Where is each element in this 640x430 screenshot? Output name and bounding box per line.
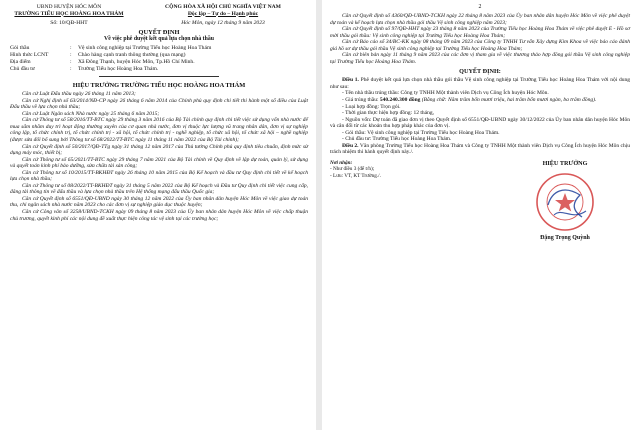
signer-title: HIỆU TRƯỞNG [542, 159, 588, 167]
article-2-text: Văn phòng Trường Tiểu học Hoàng Hoa Thám và Công ty TNHH Một thành viên Dịch vụ Công Ích huyện Hóc Môn chịu trách nhiệm thi hành quyết định này./. [330, 142, 630, 156]
legal-basis-item: Căn cứ Quyết định số 97/QĐ-HHT ngày 23 tháng 8 năm 2023 của Trường Tiểu học Hoàng Hoa Thám về việc phê duyệt E - Hồ sơ mời thầu gói thầu: Vệ sinh công nghiệp tại Trường Tiểu học Hoàng Hoa Thám; [330, 26, 630, 39]
contract-details-list [330, 104, 630, 143]
article-2-label: Điều 2. [342, 142, 359, 149]
nation-name: CỘNG HÒA XÃ HỘI CHỦ NGHĨA VIỆT NAM [165, 4, 281, 10]
page-number: 2 [478, 4, 482, 10]
document-number: Số: 10/QĐ-HHT [50, 20, 88, 27]
legal-basis-item: Căn cứ Quyết định số 4360/QĐ-UBND-TCKH ngày 22 tháng 8 năm 2023 của Ủy ban nhân dân huyện Hóc Môn về việc phê duyệt dự toán và kế hoạch lựa chọn nhà thầu gói thầu Vệ sinh công nghiệp năm 2023; [330, 13, 630, 26]
legal-basis-item: Căn cứ Thông tư số 65/2021/TT-BTC ngày 29 tháng 7 năm 2021 của Bộ Tài chính về Quy định về lập dự toán, quản lý, sử dụng và quyết toán kinh phí bảo dưỡng, sửa chữa tài sản công; [10, 156, 308, 170]
document-subtitle: Về việc phê duyệt kết quả lựa chọn nhà thầu [104, 36, 214, 43]
recipients-title: Nơi nhận: [330, 159, 353, 166]
price-in-words: (Bằng chữ: Năm trăm bốn mươi triệu, hai trăm bốn mươi ngàn, ba trăm đồng). [420, 97, 597, 104]
info-colon: : [70, 52, 72, 59]
info-key: Hình thức LCNT [10, 52, 49, 59]
info-value: Chào hàng cạnh tranh thông thường (qua mạng) [78, 52, 186, 59]
article-1 [330, 77, 630, 90]
tender-info-table [10, 45, 213, 73]
legal-basis-item: Căn cứ Thông tư số 08/2022/TT-BKHĐT ngày 31 tháng 5 năm 2022 của Bộ Kế hoạch và Đầu tư Quy định chi tiết việc cung cấp, đăng tải thông tin về đấu thầu và lựa chọn nhà thầu trên Hệ thống mạng đấu thầu Quốc gia; [10, 182, 308, 196]
article-2 [330, 143, 630, 156]
issuing-authority: HIỆU TRƯỞNG TRƯỜNG TIỂU HỌC HOÀNG HOA THÁM [72, 82, 246, 90]
contract-detail-item: - Chủ đầu tư: Trường Tiểu học Hoàng Hoa Thám. [342, 136, 452, 143]
info-colon: : [70, 59, 72, 66]
legal-basis-item: Căn cứ Thông tư số 58/2016/TT-BTC ngày 29 tháng 3 năm 2016 của Bộ Tài chính quy định chi tiết việc sử dụng vốn nhà nước để mua sắm nhằm duy trì hoạt động thường xuyên của cơ quan nhà nước, đơn vị thuộc lực lượng vũ trang nhân dân, đơn vị sự nghiệp công lập, tổ chức chính trị, tổ chức chính trị - xã hội, tổ chức chính trị - nghề nghiệp, tổ chức xã hội, tổ chức xã hội – nghề nghiệp (được sửa đổi bổ sung bởi Thông tư số 68/2022/TT-BTC ngày 11 tháng 11 năm 2022 của Bộ Tài chính); [10, 117, 308, 144]
price-value: 540.240.300 đồng [379, 97, 421, 104]
info-value: Xã Đông Thạnh, huyện Hóc Môn, Tp.Hồ Chí Minh. [78, 59, 195, 66]
divider [99, 76, 219, 77]
legal-basis-item: Căn cứ Quyết định số 6551/QĐ-UBND ngày 30 tháng 12 năm 2022 của Ủy ban nhân dân huyện Hóc Môn về việc giao dự toán thu, chi ngân sách nhà nước năm 2023 cho các đơn vị sự nghiệp giáo dục thuộc huyện; [10, 195, 308, 209]
price-prefix: - Giá trúng thầu: [342, 97, 380, 104]
legal-basis-list-continued [330, 13, 630, 65]
document-footer [330, 160, 630, 241]
info-colon: : [70, 66, 72, 73]
info-key: Gói thầu [10, 45, 30, 52]
national-motto: Độc lập – Tự do – Hạnh phúc [187, 10, 259, 17]
info-value: Trường Tiểu học Hoàng Hoa Thám. [78, 66, 159, 73]
contract-detail-item: - Loại hợp đồng: Trọn gói. [342, 103, 401, 110]
legal-basis-item: Căn cứ biên bản ngày 11 tháng 9 năm 2023 của các đơn vị tham gia về việc thương thảo hợp đồng gói thầu Vệ sinh công nghiệp tại Trường Tiểu học Hoàng Hoa Thám. [330, 52, 630, 65]
signature-block [500, 160, 630, 241]
info-key: Chủ đầu tư [10, 66, 35, 73]
decision-heading: QUYẾT ĐỊNH: [459, 68, 501, 76]
info-value: Vệ sinh công nghiệp tại Trường Tiểu học Hoàng Hoa Thám [78, 45, 212, 52]
contractor-line: - Tên nhà thầu trúng thầu: Công ty TNHH Một thành viên Dịch vụ Công Ích huyện Hóc Môn. [342, 90, 549, 97]
issuer-block [10, 4, 128, 17]
legal-basis-list [10, 91, 308, 222]
page-header [10, 4, 308, 17]
recipients-block [330, 160, 381, 241]
document-page-2 [322, 0, 640, 430]
article-1-text: Phê duyệt kết quả lựa chọn nhà thầu gói thầu Vệ sinh công nghiệp tại Trường Tiểu học Hoàng Hoa Thám với nội dung như sau: [330, 77, 631, 90]
document-title: QUYẾT ĐỊNH [138, 29, 180, 37]
place-date: Hóc Môn, ngày 12 tháng 9 năm 2023 [181, 20, 265, 27]
legal-basis-item: Căn cứ Luật Ngân sách Nhà nước ngày 25 tháng 6 năm 2015; [22, 110, 160, 117]
recipient-item: - Như điều 3 (để t/h); [330, 166, 375, 173]
issuer-name: TRƯỜNG TIỂU HỌC HOÀNG HOA THÁM [14, 10, 124, 17]
document-page-1 [0, 0, 316, 430]
recipient-item: - Lưu: VT, KT Trường./. [330, 172, 381, 179]
article-1-label: Điều 1. [342, 77, 359, 84]
contract-detail-item: - Gói thầu: Vệ sinh công nghiệp tại Trường Tiểu học Hoàng Hoa Thám. [342, 129, 500, 136]
legal-basis-item: Căn cứ Báo cáo số 34/BC-KK ngày 08 tháng 09 năm 2023 của Công ty TNHH Tư vấn Xây dựng Kim Khoa về việc báo cáo đánh giá hồ sơ dự thầu gói thầu Vệ sinh công nghiệp tại Trường Tiểu học Hoàng Hoa Thám; [330, 39, 630, 52]
legal-basis-item: Căn cứ Công văn số 3258/UBND-TCKH ngày 09 tháng 8 năm 2023 của Ủy ban nhân dân huyện Hóc Môn về việc chấp thuận chủ trương, quyết kinh phí các nội dung đề xuất thực hiện công tác vệ sinh tại các trường học; [10, 209, 308, 222]
signer-name: Đặng Trọng Quỳnh [540, 234, 590, 241]
info-row [10, 66, 213, 73]
legal-basis-item: Căn cứ Quyết định số 50/2017/QĐ-TTg ngày 31 tháng 12 năm 2017 của Thủ tướng Chính phủ quy định tiêu chuẩn, định mức sử dụng máy móc, thiết bị; [10, 143, 308, 157]
issuer-parent: UBND HUYỆN HÓC MÔN [36, 4, 102, 10]
info-key: Địa điểm [10, 59, 31, 66]
national-heading [138, 4, 308, 17]
legal-basis-item: Căn cứ Nghị định số 63/2014/NĐ-CP ngày 26 tháng 6 năm 2014 của Chính phủ quy định chi tiết thi hành một số điều của Luật Đấu thầu về lựa chọn nhà thầu; [10, 97, 308, 111]
number-date-line [10, 20, 308, 26]
legal-basis-item: Căn cứ Thông tư số 10/2015/TT-BKHĐT ngày 26 tháng 10 năm 2015 của Bộ Kế hoạch và đầu tư Quy định chi tiết về kế hoạch lựa chọn nhà thầu; [10, 169, 308, 183]
price-line [330, 97, 630, 104]
official-seal-icon [534, 171, 596, 233]
info-colon: : [70, 45, 72, 52]
contract-detail-item: - Thời gian thực hiện hợp đồng: 12 tháng, [342, 110, 434, 117]
seal-graphic [534, 171, 596, 233]
legal-basis-item: Căn cứ Luật Đấu thầu ngày 26 tháng 11 năm 2013; [22, 91, 136, 98]
contract-detail-item: - Nguồn vốn: Dự toán đã giao đơn vị theo Quyết định số 6551/QĐ-UBND ngày 30/12/2022 của Ủy ban nhân dân huyện Hóc Môn và cân đối từ các khoản thu hợp pháp khác của đơn vị. [330, 116, 630, 130]
